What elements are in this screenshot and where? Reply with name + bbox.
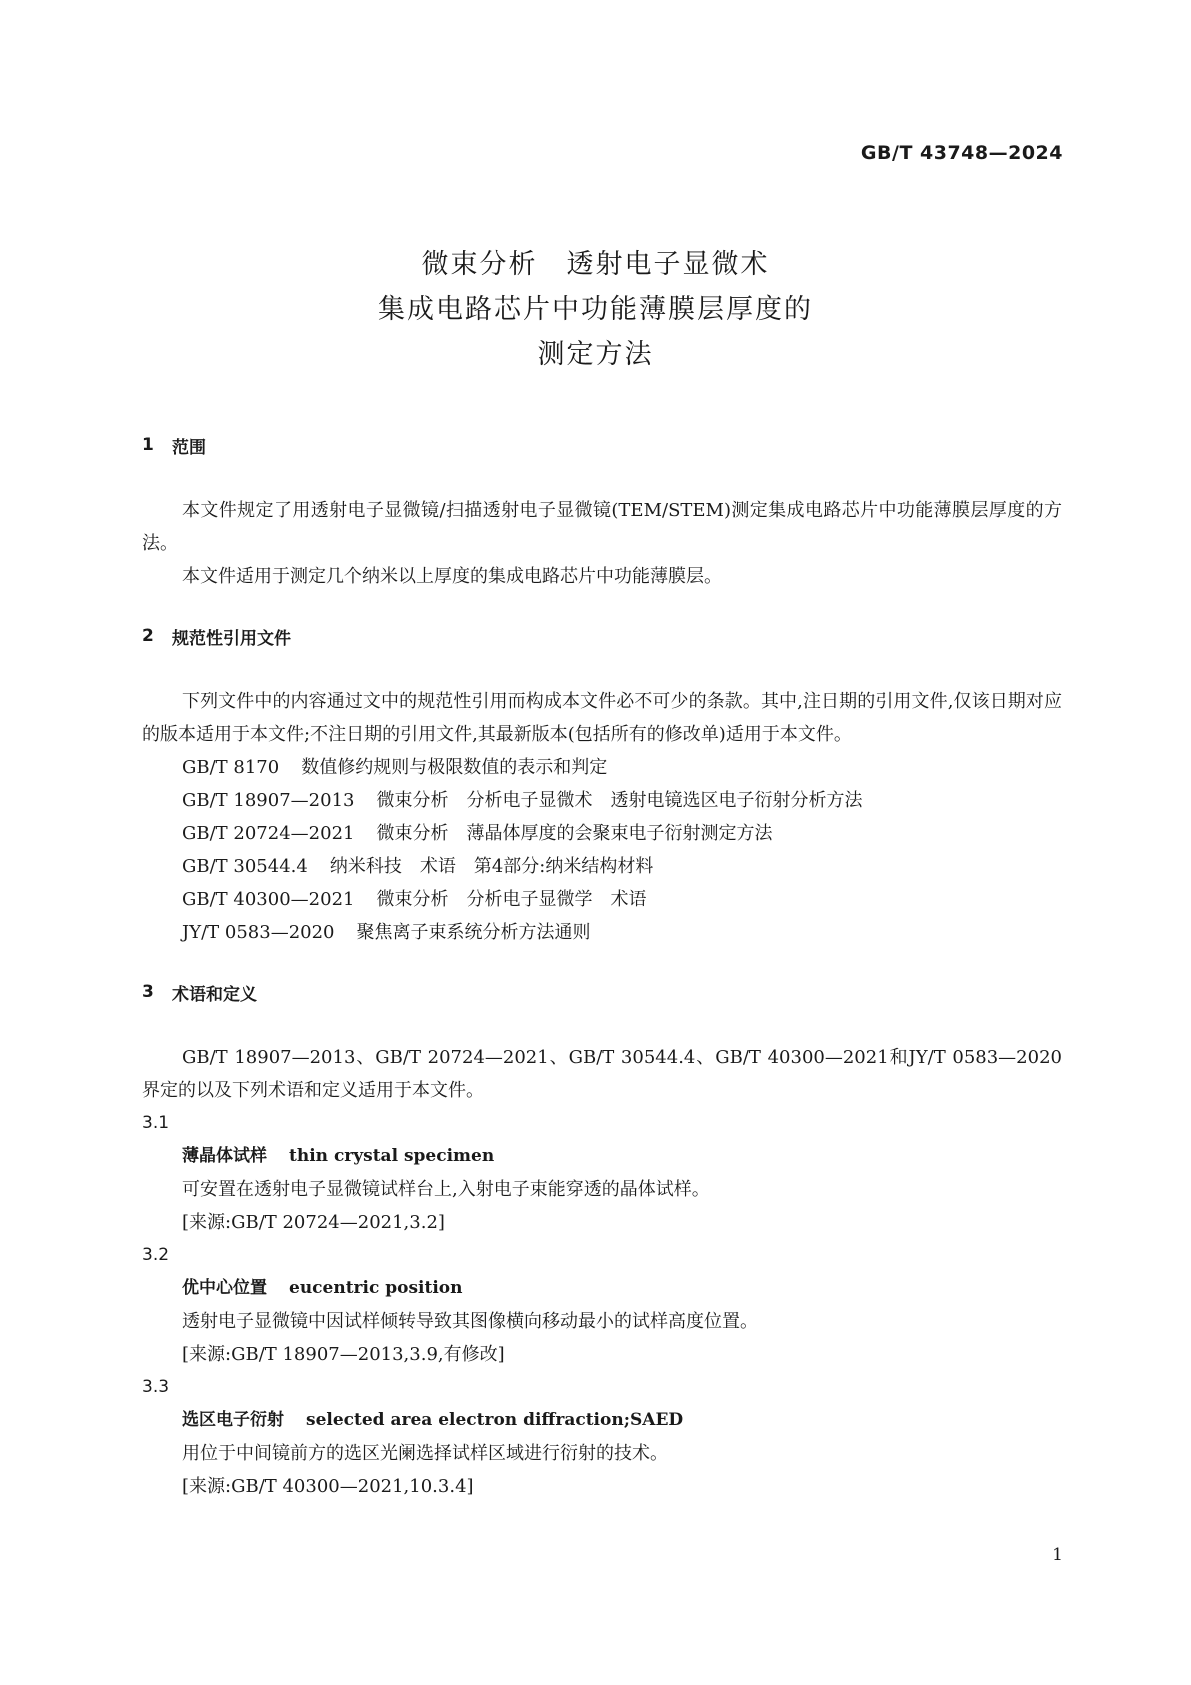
reference-code: GB/T 20724—2021 <box>182 823 355 844</box>
reference-title: 纳米科技 术语 第4部分:纳米结构材料 <box>329 856 654 877</box>
document-body <box>142 432 1062 1503</box>
section-title: 规范性引用文件 <box>172 628 291 649</box>
reference-title: 数值修约规则与极限数值的表示和判定 <box>301 757 608 778</box>
reference-item <box>142 817 1062 850</box>
term-name <box>142 1272 1062 1305</box>
term-name-en: selected area electron diffraction;SAED <box>306 1410 684 1430</box>
section-heading-terms <box>142 979 1062 1005</box>
section-title: 术语和定义 <box>172 984 257 1005</box>
reference-title: 微束分析 分析电子显微术 透射电镜选区电子衍射分析方法 <box>376 790 863 811</box>
standard-code: GB/T 43748—2024 <box>860 142 1063 164</box>
term-source: [来源:GB/T 20724—2021,3.2] <box>182 1212 445 1233</box>
reference-code: GB/T 18907—2013 <box>182 790 355 811</box>
term-name <box>142 1140 1062 1173</box>
section-heading-scope <box>142 432 1062 458</box>
scope-paragraph: 本文件规定了用透射电子显微镜/扫描透射电子显微镜(TEM/STEM)测定集成电路芯片中功能薄膜层厚度的方法。 <box>142 500 1062 554</box>
term-definition: 用位于中间镜前方的选区光阑选择试样区域进行衍射的技术。 <box>182 1443 668 1464</box>
term-source: [来源:GB/T 18907—2013,3.9,有修改] <box>182 1344 505 1365</box>
reference-item <box>142 916 1062 949</box>
terms-intro: GB/T 18907—2013、GB/T 20724—2021、GB/T 30544.4、GB/T 40300—2021和JY/T 0583—2020界定的以及下列术语和定义适用于本文件。 <box>142 1047 1062 1101</box>
reference-code: GB/T 30544.4 <box>182 856 308 877</box>
term-definition: 透射电子显微镜中因试样倾转导致其图像横向移动最小的试样高度位置。 <box>182 1311 758 1332</box>
reference-item <box>142 850 1062 883</box>
document-title <box>0 242 1191 377</box>
section-heading-normative <box>142 623 1062 649</box>
normative-intro: 下列文件中的内容通过文中的规范性引用而构成本文件必不可少的条款。其中,注日期的引用文件,仅该日期对应的版本适用于本文件;不注日期的引用文件,其最新版本(包括所有的修改单)适用于本文件。 <box>142 691 1062 745</box>
term-definition: 可安置在透射电子显微镜试样台上,入射电子束能穿透的晶体试样。 <box>182 1179 710 1200</box>
page-number: 1 <box>1052 1545 1063 1565</box>
section-number: 3 <box>142 982 154 1002</box>
section-number: 1 <box>142 435 154 455</box>
term-number: 3.2 <box>142 1245 170 1265</box>
reference-code: GB/T 40300—2021 <box>182 889 355 910</box>
reference-title: 微束分析 分析电子显微学 术语 <box>376 889 647 910</box>
term-number: 3.1 <box>142 1113 170 1133</box>
reference-title: 微束分析 薄晶体厚度的会聚束电子衍射测定方法 <box>376 823 773 844</box>
term-name-en: thin crystal specimen <box>289 1146 495 1166</box>
reference-code: JY/T 0583—2020 <box>182 922 335 943</box>
reference-item <box>142 751 1062 784</box>
reference-item <box>142 784 1062 817</box>
title-line-2: 集成电路芯片中功能薄膜层厚度的 <box>378 294 813 325</box>
reference-item <box>142 883 1062 916</box>
term-source: [来源:GB/T 40300—2021,10.3.4] <box>182 1476 474 1497</box>
term-name-zh: 选区电子衍射 <box>182 1410 284 1430</box>
title-line-1: 微束分析 透射电子显微术 <box>421 249 770 280</box>
scope-paragraph: 本文件适用于测定几个纳米以上厚度的集成电路芯片中功能薄膜层。 <box>182 566 722 587</box>
term-name-zh: 薄晶体试样 <box>182 1146 267 1166</box>
term-number: 3.3 <box>142 1377 170 1397</box>
reference-title: 聚焦离子束系统分析方法通则 <box>356 922 591 943</box>
section-title: 范围 <box>172 437 206 458</box>
term-name <box>142 1404 1062 1437</box>
term-name-zh: 优中心位置 <box>182 1278 267 1298</box>
reference-code: GB/T 8170 <box>182 757 280 778</box>
section-number: 2 <box>142 626 154 646</box>
term-name-en: eucentric position <box>289 1278 463 1298</box>
title-line-3: 测定方法 <box>537 339 654 370</box>
